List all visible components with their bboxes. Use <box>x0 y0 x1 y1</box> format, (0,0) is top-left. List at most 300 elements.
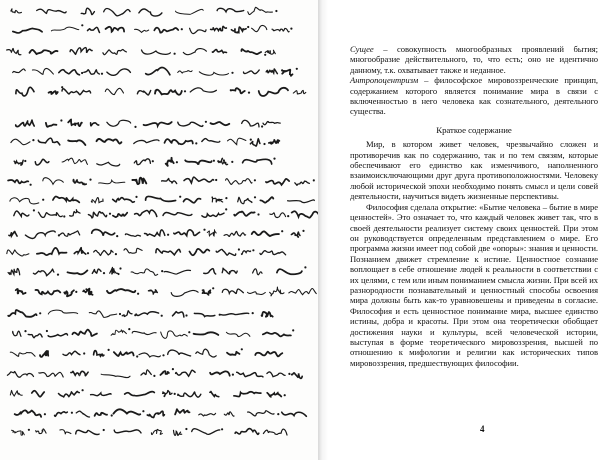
shorthand-stroke <box>270 213 286 218</box>
shorthand-stroke <box>266 69 277 74</box>
shorthand-stroke <box>171 290 198 296</box>
shorthand-dot <box>179 196 181 198</box>
shorthand-stroke <box>113 198 135 203</box>
shorthand-dot <box>134 126 136 128</box>
shorthand-dot <box>174 53 176 55</box>
shorthand-stroke <box>13 331 21 336</box>
shorthand-dot <box>71 412 73 414</box>
shorthand-stroke <box>221 313 249 315</box>
shorthand-stroke <box>234 212 254 216</box>
shorthand-stroke <box>59 391 80 396</box>
shorthand-stroke <box>216 249 236 255</box>
shorthand-stroke <box>92 229 115 235</box>
shorthand-dot <box>304 266 306 268</box>
shorthand-dot <box>221 428 223 430</box>
shorthand-dot <box>281 230 283 232</box>
shorthand-stroke <box>146 196 176 201</box>
shorthand-dot <box>254 196 256 198</box>
shorthand-stroke <box>36 290 61 294</box>
shorthand-dot <box>261 125 263 127</box>
shorthand-stroke <box>59 70 80 75</box>
shorthand-stroke <box>113 213 127 217</box>
shorthand-stroke <box>282 70 292 76</box>
shorthand-stroke <box>36 429 46 434</box>
shorthand-stroke <box>11 9 22 13</box>
printed-page <box>328 0 604 460</box>
shorthand-stroke <box>176 370 196 376</box>
shorthand-stroke <box>289 288 317 294</box>
shorthand-stroke <box>272 28 289 31</box>
shorthand-stroke <box>260 197 273 202</box>
shorthand-dot <box>195 142 197 144</box>
shorthand-stroke <box>267 393 281 397</box>
shorthand-stroke <box>255 352 282 357</box>
shorthand-stroke <box>35 159 49 165</box>
shorthand-dot <box>116 235 118 237</box>
shorthand-stroke <box>293 90 306 94</box>
shorthand-stroke <box>202 213 224 217</box>
shorthand-stroke <box>88 27 100 32</box>
shorthand-stroke <box>38 212 62 217</box>
shorthand-stroke <box>267 372 285 377</box>
shorthand-stroke <box>11 139 30 144</box>
shorthand-dot <box>81 24 83 26</box>
shorthand-dot <box>63 215 65 217</box>
shorthand-stroke <box>231 88 245 93</box>
shorthand-dot <box>290 28 292 30</box>
shorthand-dot <box>241 348 243 350</box>
shorthand-stroke <box>242 120 259 127</box>
shorthand-stroke <box>60 231 80 236</box>
shorthand-dot <box>128 328 130 330</box>
shorthand-stroke <box>231 27 246 33</box>
shorthand-stroke <box>149 290 158 294</box>
shorthand-dot <box>162 354 164 356</box>
shorthand-dot <box>103 272 105 274</box>
shorthand-stroke <box>114 430 141 433</box>
shorthand-dot <box>161 270 163 272</box>
shorthand-stroke <box>110 267 119 274</box>
shorthand-dot <box>60 119 62 121</box>
shorthand-stroke <box>263 429 287 435</box>
shorthand-dot <box>137 293 139 295</box>
shorthand-stroke <box>178 71 192 73</box>
shorthand-stroke <box>92 269 101 273</box>
shorthand-stroke <box>173 312 184 317</box>
shorthand-stroke <box>38 138 60 145</box>
shorthand-dot <box>264 54 266 56</box>
shorthand-stroke <box>237 372 263 377</box>
shorthand-stroke <box>174 430 182 435</box>
shorthand-stroke <box>49 91 58 94</box>
shorthand-stroke <box>184 199 201 203</box>
shorthand-dot <box>87 252 89 254</box>
shorthand-stroke <box>134 140 159 144</box>
shorthand-stroke <box>135 210 157 216</box>
shorthand-stroke <box>151 429 162 434</box>
definition-term: Сущее <box>350 44 374 54</box>
shorthand-stroke <box>154 28 178 33</box>
shorthand-stroke <box>292 211 318 218</box>
shorthand-dot <box>287 215 289 217</box>
book-gutter <box>318 0 328 460</box>
shorthand-stroke <box>211 122 230 125</box>
shorthand-stroke <box>30 50 58 54</box>
shorthand-stroke <box>263 332 291 336</box>
shorthand-stroke <box>144 122 172 126</box>
shorthand-stroke <box>70 48 92 55</box>
shorthand-stroke <box>104 8 130 15</box>
shorthand-stroke <box>91 198 103 203</box>
shorthand-stroke <box>91 123 99 126</box>
shorthand-stroke <box>162 178 177 183</box>
shorthand-stroke <box>227 352 240 355</box>
shorthand-stroke <box>97 162 120 166</box>
shorthand-stroke <box>68 270 88 274</box>
shorthand-dot <box>28 429 30 431</box>
shorthand-stroke <box>282 412 307 416</box>
shorthand-dot <box>101 73 103 75</box>
shorthand-dot <box>296 68 298 70</box>
shorthand-stroke <box>70 210 80 217</box>
shorthand-stroke <box>217 8 244 11</box>
shorthand-stroke <box>7 372 33 378</box>
shorthand-stroke <box>141 370 151 375</box>
shorthand-stroke <box>40 351 48 357</box>
shorthand-dot <box>252 312 254 314</box>
shorthand-stroke <box>73 180 86 185</box>
shorthand-dot <box>119 267 121 269</box>
shorthand-stroke <box>13 28 42 33</box>
shorthand-stroke <box>175 409 189 414</box>
shorthand-dot <box>111 414 113 416</box>
shorthand-dot <box>213 160 215 162</box>
shorthand-stroke <box>131 269 158 275</box>
shorthand-stroke <box>7 250 29 256</box>
shorthand-dot <box>225 197 227 199</box>
shorthand-stroke <box>252 231 279 236</box>
shorthand-stroke <box>139 9 162 16</box>
shorthand-stroke <box>224 231 246 236</box>
shorthand-dot <box>103 429 105 431</box>
shorthand-dot <box>238 248 240 250</box>
shorthand-stroke <box>241 49 261 54</box>
shorthand-stroke <box>190 28 206 33</box>
shorthand-stroke <box>13 69 26 73</box>
shorthand-dot <box>292 329 294 331</box>
shorthand-stroke <box>259 88 288 96</box>
shorthand-stroke <box>266 179 289 185</box>
shorthand-stroke <box>263 122 280 125</box>
shorthand-dot <box>39 312 41 314</box>
shorthand-stroke <box>243 159 272 164</box>
shorthand-stroke <box>222 268 237 274</box>
shorthand-stroke <box>210 371 230 375</box>
shorthand-dot <box>108 349 110 351</box>
shorthand-stroke <box>94 250 113 255</box>
shorthand-dot <box>33 209 35 211</box>
shorthand-stroke <box>48 334 67 337</box>
shorthand-stroke <box>165 139 193 144</box>
shorthand-stroke <box>242 251 251 255</box>
shorthand-dot <box>89 179 91 181</box>
shorthand-dot <box>254 179 256 181</box>
shorthand-stroke <box>10 198 39 204</box>
shorthand-stroke <box>194 332 219 335</box>
shorthand-dot <box>24 330 26 332</box>
shorthand-dot <box>115 253 117 255</box>
shorthand-stroke <box>16 289 26 294</box>
shorthand-stroke <box>68 119 82 126</box>
shorthand-stroke <box>292 373 303 379</box>
shorthand-stroke <box>16 120 35 126</box>
shorthand-stroke <box>222 289 243 293</box>
shorthand-stroke <box>277 269 302 274</box>
shorthand-dot <box>46 330 48 332</box>
shorthand-stroke <box>10 390 22 396</box>
shorthand-stroke <box>226 179 252 185</box>
shorthand-dot <box>32 139 34 141</box>
shorthand-dot <box>152 160 154 162</box>
shorthand-stroke <box>218 158 228 164</box>
shorthand-stroke <box>122 311 132 317</box>
shorthand-stroke <box>8 269 20 275</box>
shorthand-dot <box>75 291 77 293</box>
shorthand-stroke <box>32 391 44 397</box>
shorthand-stroke <box>68 140 85 145</box>
shorthand-stroke <box>71 371 88 375</box>
shorthand-dot <box>167 234 169 236</box>
shorthand-stroke <box>37 248 67 255</box>
shorthand-stroke <box>125 392 155 396</box>
shorthand-stroke <box>265 50 275 54</box>
shorthand-dot <box>263 143 265 145</box>
shorthand-dot <box>172 368 174 370</box>
shorthand-stroke <box>161 331 188 338</box>
shorthand-dot <box>142 410 144 412</box>
shorthand-stroke <box>295 181 310 185</box>
shorthand-stroke <box>260 251 286 255</box>
shorthand-stroke <box>12 430 25 435</box>
shorthand-stroke <box>16 87 34 96</box>
shorthand-stroke <box>125 234 140 236</box>
shorthand-stroke <box>103 50 127 55</box>
shorthand-stroke <box>248 7 273 14</box>
shorthand-stroke <box>62 158 87 164</box>
shorthand-stroke <box>156 249 181 255</box>
shorthand-stroke <box>142 50 171 54</box>
shorthand-stroke <box>136 312 159 316</box>
shorthand-dot <box>284 394 286 396</box>
shorthand-stroke <box>76 411 89 417</box>
shorthand-stroke <box>94 351 104 357</box>
shorthand-dot <box>174 393 176 395</box>
shorthand-stroke <box>88 212 106 218</box>
shorthand-dot <box>153 375 155 377</box>
shorthand-stroke <box>106 27 125 32</box>
shorthand-stroke <box>155 90 182 95</box>
shorthand-stroke <box>8 180 28 183</box>
shorthand-dot <box>273 158 275 160</box>
shorthand-stroke <box>46 123 57 127</box>
shorthand-stroke <box>184 177 214 183</box>
shorthand-stroke <box>199 413 216 416</box>
shorthand-stroke <box>291 232 300 237</box>
shorthand-dot <box>181 28 183 30</box>
shorthand-stroke <box>63 351 80 355</box>
shorthand-stroke <box>72 330 97 336</box>
shorthand-stroke <box>288 200 315 203</box>
shorthand-stroke <box>262 312 273 317</box>
shorthand-stroke <box>190 88 216 92</box>
shorthand-dot <box>185 314 187 316</box>
shorthand-stroke <box>32 68 53 74</box>
shorthand-stroke <box>146 68 170 75</box>
shorthand-stroke <box>111 330 126 335</box>
shorthand-stroke <box>114 352 134 356</box>
shorthand-stroke <box>14 160 23 165</box>
shorthand-stroke <box>25 231 55 238</box>
shorthand-dot <box>24 160 26 162</box>
shorthand-stroke <box>95 413 107 416</box>
shorthand-stroke <box>60 430 71 435</box>
shorthand-stroke <box>196 349 216 357</box>
shorthand-stroke <box>163 212 192 215</box>
shorthand-dot <box>109 213 111 215</box>
shorthand-dot <box>203 229 205 231</box>
shorthand-dot <box>30 184 32 186</box>
shorthand-dot <box>215 179 217 181</box>
shorthand-stroke <box>185 160 211 164</box>
shorthand-stroke <box>15 410 41 416</box>
shorthand-stroke <box>139 353 160 357</box>
shorthand-stroke <box>64 290 74 296</box>
shorthand-stroke <box>212 50 226 53</box>
shorthand-stroke <box>62 89 91 95</box>
shorthand-dot <box>205 121 207 123</box>
shorthand-stroke <box>37 9 66 13</box>
shorthand-stroke <box>160 371 169 375</box>
shorthand-stroke <box>81 8 94 14</box>
definition-text: – философское мировоззренческие принцип, содержанием которого является понимание мира в связи с включенностью в него человека как сознательного, деятельного существа. <box>350 75 598 117</box>
shorthand-stroke <box>202 290 210 295</box>
shorthand-stroke <box>270 287 284 296</box>
shorthand-stroke <box>226 332 250 336</box>
shorthand-stroke <box>132 178 146 184</box>
shorthand-stroke <box>166 158 174 166</box>
shorthand-stroke <box>234 392 261 397</box>
shorthand-dot <box>231 161 233 163</box>
shorthand-stroke <box>252 25 267 31</box>
shorthand-stroke <box>164 270 190 274</box>
shorthand-dot <box>231 72 233 74</box>
shorthand-stroke <box>190 249 210 255</box>
shorthand-stroke <box>53 197 79 203</box>
shorthand-dot <box>44 413 46 415</box>
shorthand-stroke <box>10 352 35 356</box>
shorthand-stroke <box>238 197 252 203</box>
shorthand-dot <box>185 428 187 430</box>
shorthand-stroke <box>212 197 223 202</box>
shorthand-stroke <box>114 409 141 414</box>
shorthand-stroke <box>202 139 220 143</box>
shorthand-stroke <box>178 122 203 126</box>
shorthand-dot <box>302 230 304 232</box>
shorthand-stroke <box>145 230 165 236</box>
shorthand-dot <box>188 331 190 333</box>
definition-suschee <box>350 44 598 75</box>
shorthand-dot <box>288 373 290 375</box>
shorthand-stroke <box>74 248 85 254</box>
shorthand-stroke <box>224 412 234 416</box>
shorthand-stroke <box>48 310 77 314</box>
shorthand-dot <box>135 196 137 198</box>
shorthand-dot <box>250 139 252 141</box>
shorthand-dot <box>225 208 227 210</box>
shorthand-stroke <box>43 178 64 185</box>
shorthand-stroke <box>163 391 172 397</box>
shorthand-dot <box>275 10 277 12</box>
shorthand-dot <box>313 179 315 181</box>
shorthand-stroke <box>97 139 122 144</box>
summary-heading: Краткое содержание <box>436 124 512 135</box>
shorthand-dot <box>248 92 250 94</box>
shorthand-stroke <box>76 430 99 434</box>
shorthand-stroke <box>124 248 142 253</box>
shorthand-stroke <box>134 159 150 165</box>
shorthand-dot <box>83 352 85 354</box>
printed-text-column <box>350 44 598 368</box>
shorthand-stroke <box>194 313 214 316</box>
shorthand-stroke <box>9 231 17 236</box>
shorthand-stroke <box>192 429 220 435</box>
shorthand-stroke <box>33 269 54 276</box>
shorthand-stroke <box>14 211 29 216</box>
summary-paragraph: Мир, в котором живет человек, чрезвычайно сложен и противоречив как по содержанию, так и по тем связям, которые обеспечивают его единство как изменчивого, наполненного взаимоисключающими друг друга противоположностями. Человеку любой исторической эпохи необходимо понять смысл и цели совей деятельности, научиться видеть жизненные перспективы. <box>350 139 598 202</box>
shorthand-stroke <box>83 289 93 295</box>
shorthand-dot <box>61 86 63 88</box>
shorthand-dot <box>184 90 186 92</box>
shorthand-stroke <box>235 429 259 435</box>
shorthand-stroke <box>211 26 227 30</box>
shorthand-stroke <box>204 269 216 274</box>
shorthand-stroke <box>91 393 111 396</box>
definition-term: Антропоцентризм <box>350 75 419 86</box>
definition-anthropocentrism <box>350 75 598 117</box>
shorthand-dot <box>212 287 214 289</box>
shorthand-dot <box>42 199 44 201</box>
shorthand-dot <box>277 413 279 415</box>
shorthand-stroke <box>107 69 130 75</box>
shorthand-stroke <box>248 292 266 295</box>
shorthand-stroke <box>147 411 164 417</box>
shorthand-stroke <box>28 334 42 338</box>
shorthand-stroke <box>174 230 200 236</box>
shorthand-stroke <box>248 411 274 416</box>
shorthand-stroke <box>55 412 68 416</box>
shorthand-dot <box>232 374 234 376</box>
shorthand-dot <box>176 161 178 163</box>
shorthand-dot <box>57 274 59 276</box>
shorthand-stroke <box>176 9 204 14</box>
shorthand-dot <box>82 389 84 391</box>
shorthand-stroke <box>51 27 78 31</box>
shorthand-stroke <box>199 72 228 75</box>
shorthand-dot <box>252 249 254 251</box>
shorthand-stroke <box>178 392 201 397</box>
shorthand-stroke <box>253 269 262 275</box>
shorthand-stroke <box>210 392 219 397</box>
